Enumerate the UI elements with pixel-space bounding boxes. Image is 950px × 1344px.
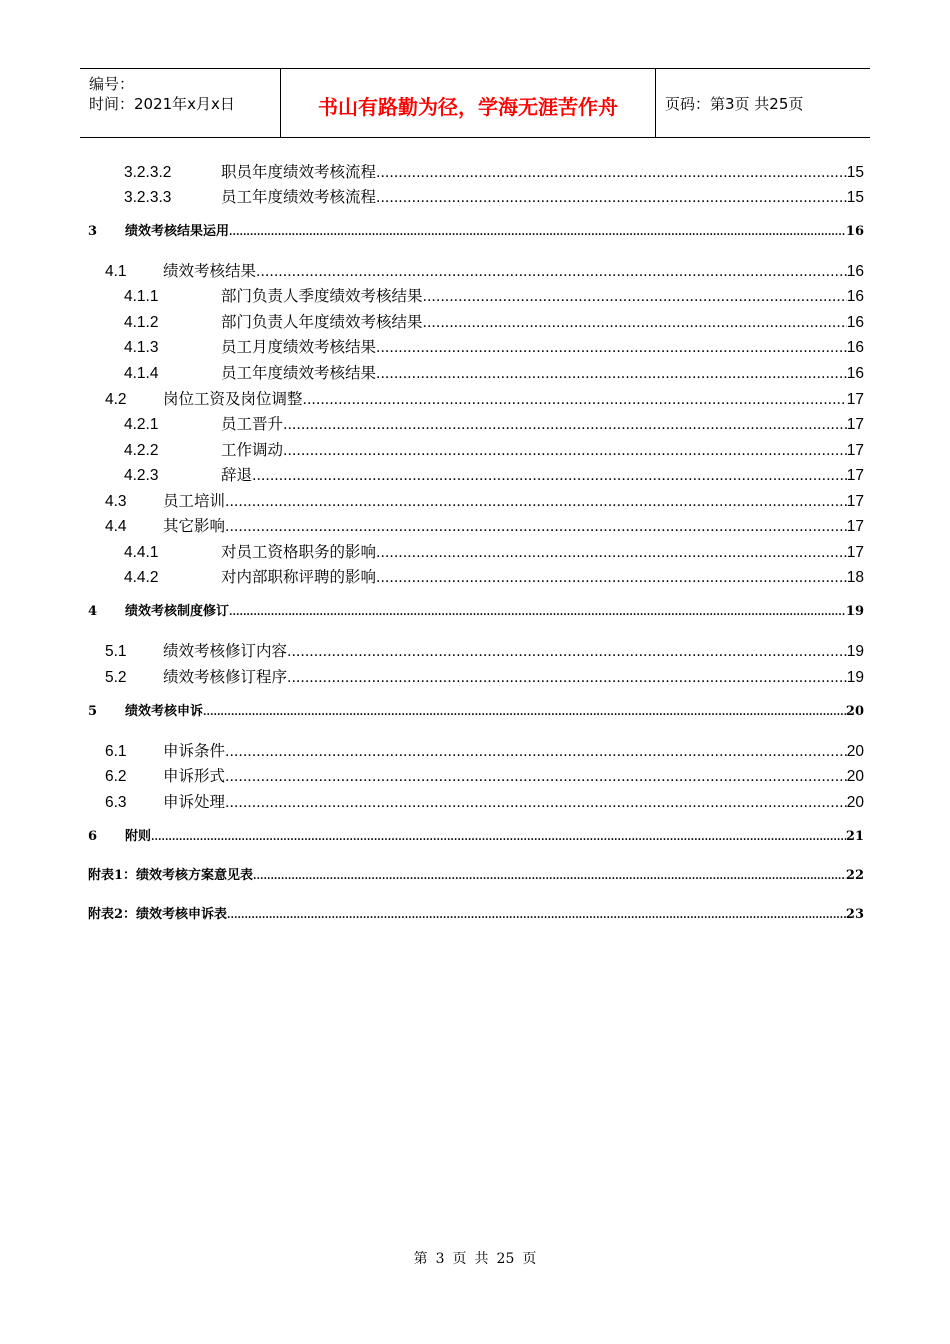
toc-entry-page-number: 16 — [846, 263, 864, 280]
toc-entry[interactable] — [105, 387, 864, 409]
toc-dot-leader — [287, 644, 847, 660]
toc-entry-number: 4.2 — [105, 391, 127, 408]
page-header — [80, 68, 870, 138]
toc-entry-title: 工作调动 — [221, 441, 284, 459]
toc-entry-title: 部门负责人季度绩效考核结果 — [221, 287, 423, 305]
toc-entry-title: 员工月度绩效考核结果 — [221, 338, 377, 356]
toc-dot-leader — [227, 910, 846, 921]
toc-entry-page-number: 16 — [846, 288, 864, 305]
toc-entry-page-number: 17 — [846, 518, 864, 535]
toc-entry-number: 5.2 — [105, 669, 127, 686]
toc-entry-title: 绩效考核申诉 — [125, 704, 204, 719]
toc-entry-title: 附表2：绩效考核申诉表 — [88, 907, 228, 922]
toc-entry-page-number: 17 — [846, 442, 864, 459]
toc-entry[interactable] — [88, 825, 864, 844]
toc-entry[interactable] — [105, 259, 864, 281]
toc-entry-page-number: 19 — [846, 669, 864, 686]
toc-dot-leader — [287, 670, 847, 686]
toc-entry-page-number: 16 — [845, 224, 864, 239]
toc-entry-title: 辞退 — [221, 466, 253, 484]
toc-entry-number: 4.4 — [105, 518, 127, 535]
toc-entry-number: 4.2.2 — [124, 442, 159, 459]
toc-dot-leader — [376, 165, 847, 181]
toc-entry-number: 5 — [88, 704, 98, 719]
toc-dot-leader — [376, 340, 847, 356]
toc-entry-number: 6.3 — [105, 794, 127, 811]
toc-entry-number: 4 — [88, 604, 98, 619]
toc-entry-page-number: 16 — [846, 314, 864, 331]
toc-entry[interactable] — [124, 284, 864, 306]
toc-entry-page-number: 16 — [846, 339, 864, 356]
toc-entry-title: 岗位工资及岗位调整 — [163, 390, 303, 408]
toc-entry-number: 3.2.3.2 — [124, 164, 172, 181]
toc-entry-title: 绩效考核修订内容 — [163, 642, 288, 660]
toc-entry-title: 对内部职称评聘的影响 — [221, 568, 377, 586]
footer-page-word: 页 — [452, 1251, 467, 1267]
toc-dot-leader — [225, 519, 847, 535]
toc-entry[interactable] — [88, 903, 864, 922]
toc-entry-page-number: 22 — [845, 868, 864, 883]
toc-entry-title: 对员工资格职务的影响 — [221, 543, 377, 561]
footer-total-pages: 25 — [496, 1251, 515, 1267]
toc-entry[interactable] — [105, 764, 864, 786]
toc-entry-number: 4.1.3 — [124, 339, 159, 356]
toc-dot-leader — [225, 744, 847, 760]
toc-dot-leader — [423, 315, 847, 331]
toc-entry[interactable] — [88, 700, 864, 719]
toc-dot-leader — [253, 871, 846, 882]
toc-entry-title: 附则 — [125, 829, 152, 844]
toc-entry-page-number: 18 — [846, 569, 864, 586]
toc-dot-leader — [303, 392, 847, 408]
toc-dot-leader — [229, 227, 846, 238]
toc-entry-title: 绩效考核制度修订 — [125, 604, 230, 619]
toc-entry[interactable] — [124, 540, 864, 562]
toc-dot-leader — [225, 769, 847, 785]
toc-entry[interactable] — [88, 600, 864, 619]
toc-entry[interactable] — [124, 438, 864, 460]
toc-dot-leader — [423, 289, 847, 305]
toc-dot-leader — [151, 832, 846, 843]
toc-entry-title: 员工培训 — [163, 492, 226, 510]
toc-entry[interactable] — [105, 514, 864, 536]
header-motto-cell — [280, 69, 656, 137]
toc-entry-page-number: 15 — [846, 189, 864, 206]
toc-entry-title: 其它影响 — [163, 517, 226, 535]
toc-dot-leader — [283, 443, 847, 459]
toc-entry[interactable] — [88, 864, 864, 883]
toc-entry-number: 6 — [88, 829, 98, 844]
footer-prefix: 第 — [413, 1251, 428, 1267]
toc-entry-page-number: 17 — [846, 544, 864, 561]
toc-entry-number: 4.4.1 — [124, 544, 159, 561]
toc-entry[interactable] — [124, 310, 864, 332]
toc-dot-leader — [376, 570, 847, 586]
toc-entry-title: 员工年度绩效考核流程 — [221, 188, 377, 206]
toc-entry[interactable] — [124, 412, 864, 434]
toc-dot-leader — [225, 795, 847, 811]
toc-entry-page-number: 23 — [845, 907, 864, 922]
footer-suffix: 页 — [522, 1251, 537, 1267]
toc-entry-page-number: 17 — [846, 416, 864, 433]
toc-entry[interactable] — [105, 790, 864, 812]
header-page-cell — [655, 69, 870, 137]
toc-entry-page-number: 20 — [846, 743, 864, 760]
toc-entry[interactable] — [105, 665, 864, 687]
toc-entry-title: 附表1：绩效考核方案意见表 — [88, 868, 254, 883]
toc-entry[interactable] — [124, 335, 864, 357]
toc-entry[interactable] — [88, 220, 864, 239]
toc-entry-title: 员工晋升 — [221, 415, 284, 433]
toc-entry-page-number: 17 — [846, 391, 864, 408]
toc-dot-leader — [256, 264, 847, 280]
toc-entry-number: 4.3 — [105, 493, 127, 510]
toc-entry[interactable] — [105, 739, 864, 761]
toc-entry-number: 6.1 — [105, 743, 127, 760]
toc-entry-number: 4.1 — [105, 263, 127, 280]
toc-entry-page-number: 19 — [846, 643, 864, 660]
toc-entry-number: 4.1.4 — [124, 365, 159, 382]
toc-entry-page-number: 20 — [845, 704, 864, 719]
footer-page-number: 3 — [435, 1251, 445, 1267]
footer-total-word: 共 — [474, 1251, 489, 1267]
toc-entry-title: 申诉处理 — [163, 793, 226, 811]
toc-entry-title: 绩效考核修订程序 — [163, 668, 288, 686]
toc-entry-title: 绩效考核结果运用 — [125, 224, 230, 239]
toc-dot-leader — [203, 707, 846, 718]
toc-entry-title: 申诉条件 — [163, 742, 226, 760]
toc-entry-page-number: 20 — [846, 768, 864, 785]
toc-dot-leader — [252, 468, 847, 484]
header-page-info: 页码：第3页 共25页 — [665, 95, 804, 113]
toc-entry[interactable] — [124, 185, 864, 207]
header-info-cell — [80, 69, 280, 137]
toc-entry-page-number: 16 — [846, 365, 864, 382]
toc-entry-number: 3.2.3.3 — [124, 189, 172, 206]
page-footer — [0, 1248, 950, 1268]
toc-entry-page-number: 17 — [846, 467, 864, 484]
toc-dot-leader — [283, 417, 847, 433]
toc-entry-page-number: 19 — [845, 604, 864, 619]
toc-dot-leader — [376, 545, 847, 561]
toc-entry-page-number: 15 — [846, 164, 864, 181]
toc-entry-number: 3 — [88, 224, 98, 239]
toc-entry-page-number: 17 — [846, 493, 864, 510]
toc-entry[interactable] — [105, 489, 864, 511]
toc-entry-number: 5.1 — [105, 643, 127, 660]
toc-dot-leader — [229, 607, 846, 618]
toc-entry[interactable] — [124, 463, 864, 485]
toc-entry-number: 4.2.1 — [124, 416, 159, 433]
toc-entry[interactable] — [124, 160, 864, 182]
toc-entry[interactable] — [124, 361, 864, 383]
toc-dot-leader — [225, 494, 847, 510]
toc-entry-title: 申诉形式 — [163, 767, 226, 785]
document-code-label: 编号： — [89, 75, 135, 93]
toc-entry[interactable] — [105, 639, 864, 661]
toc-dot-leader — [376, 190, 847, 206]
toc-entry-number: 4.4.2 — [124, 569, 159, 586]
toc-entry-title: 绩效考核结果 — [163, 262, 257, 280]
document-date-label: 时间：2021年x月x日 — [89, 95, 235, 113]
header-motto: 书山有路勤为径，学海无涯苦作舟 — [318, 95, 618, 119]
toc-entry[interactable] — [124, 565, 864, 587]
toc-entry-page-number: 20 — [846, 794, 864, 811]
toc-entry-title: 职员年度绩效考核流程 — [221, 163, 377, 181]
toc-entry-title: 部门负责人年度绩效考核结果 — [221, 313, 423, 331]
toc-entry-number: 4.2.3 — [124, 467, 159, 484]
toc-dot-leader — [376, 366, 847, 382]
toc-entry-number: 6.2 — [105, 768, 127, 785]
toc-entry-number: 4.1.2 — [124, 314, 159, 331]
toc-entry-number: 4.1.1 — [124, 288, 159, 305]
toc-entry-page-number: 21 — [845, 829, 864, 844]
toc-entry-title: 员工年度绩效考核结果 — [221, 364, 377, 382]
